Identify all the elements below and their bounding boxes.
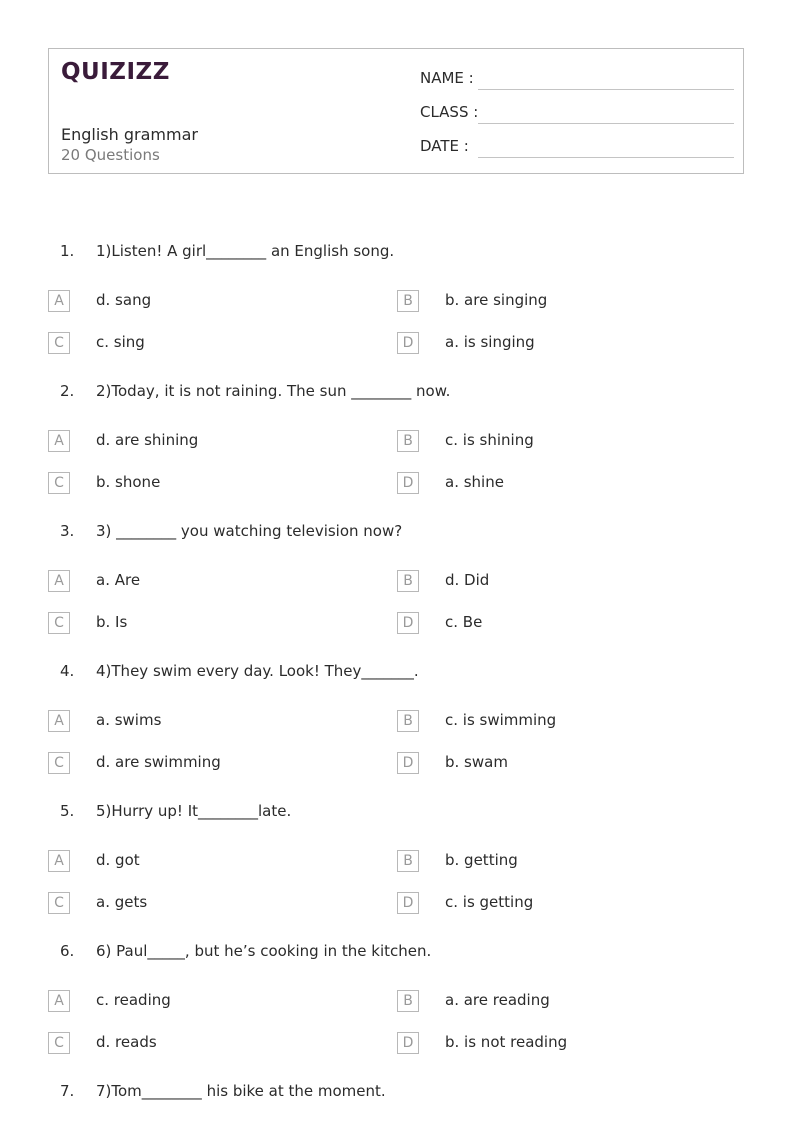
answer-option-d[interactable] bbox=[397, 472, 697, 496]
option-letter-box: A bbox=[48, 710, 70, 732]
option-letter-box: B bbox=[397, 430, 419, 452]
option-letter-box: D bbox=[397, 612, 419, 634]
option-text: c. Be bbox=[445, 613, 483, 631]
answer-option-a[interactable] bbox=[48, 850, 348, 874]
option-letter-box: B bbox=[397, 850, 419, 872]
question-number: 1. bbox=[60, 242, 75, 260]
quizizz-logo: QUIZIZZ bbox=[61, 59, 170, 85]
option-text: a. swims bbox=[96, 711, 162, 729]
option-letter-box: C bbox=[48, 612, 70, 634]
answer-option-a[interactable] bbox=[48, 290, 348, 314]
option-letter-box: B bbox=[397, 570, 419, 592]
answer-option-d[interactable] bbox=[397, 892, 697, 916]
answer-option-c[interactable] bbox=[48, 332, 348, 356]
question-number: 5. bbox=[60, 802, 75, 820]
date-label: DATE : bbox=[420, 137, 469, 155]
answer-option-d[interactable] bbox=[397, 612, 697, 636]
option-text: b. are singing bbox=[445, 291, 548, 309]
answer-option-a[interactable] bbox=[48, 710, 348, 734]
date-line bbox=[478, 157, 734, 158]
answer-option-b[interactable] bbox=[397, 990, 697, 1014]
option-letter-box: D bbox=[397, 892, 419, 914]
option-text: d. are swimming bbox=[96, 753, 221, 771]
option-text: a. shine bbox=[445, 473, 504, 491]
question-number: 7. bbox=[60, 1082, 75, 1100]
answer-option-b[interactable] bbox=[397, 430, 697, 454]
worksheet-header bbox=[48, 48, 744, 174]
option-text: a. is singing bbox=[445, 333, 535, 351]
option-letter-box: B bbox=[397, 710, 419, 732]
option-text: b. shone bbox=[96, 473, 161, 491]
option-text: b. is not reading bbox=[445, 1033, 568, 1051]
question-number: 2. bbox=[60, 382, 75, 400]
option-letter-box: C bbox=[48, 472, 70, 494]
answer-option-b[interactable] bbox=[397, 710, 697, 734]
question-number: 3. bbox=[60, 522, 75, 540]
option-letter-box: A bbox=[48, 290, 70, 312]
option-letter-box: A bbox=[48, 570, 70, 592]
option-text: b. getting bbox=[445, 851, 518, 869]
option-text: a. Are bbox=[96, 571, 141, 589]
option-letter-box: D bbox=[397, 472, 419, 494]
option-letter-box: C bbox=[48, 1032, 70, 1054]
question-text: 2)Today, it is not raining. The sun ________ now. bbox=[96, 382, 451, 400]
answer-option-d[interactable] bbox=[397, 752, 697, 776]
answer-option-b[interactable] bbox=[397, 850, 697, 874]
option-text: b. swam bbox=[445, 753, 508, 771]
option-letter-box: D bbox=[397, 1032, 419, 1054]
question-number: 6. bbox=[60, 942, 75, 960]
option-text: c. is getting bbox=[445, 893, 534, 911]
question-text: 4)They swim every day. Look! They_______. bbox=[96, 662, 419, 680]
answer-option-d[interactable] bbox=[397, 332, 697, 356]
question-count: 20 Questions bbox=[61, 146, 160, 164]
option-letter-box: B bbox=[397, 990, 419, 1012]
option-text: d. got bbox=[96, 851, 140, 869]
option-letter-box: A bbox=[48, 850, 70, 872]
answer-option-c[interactable] bbox=[48, 472, 348, 496]
question-text: 1)Listen! A girl________ an English song. bbox=[96, 242, 395, 260]
option-text: b. Is bbox=[96, 613, 128, 631]
option-text: d. Did bbox=[445, 571, 490, 589]
option-letter-box: C bbox=[48, 892, 70, 914]
answer-option-b[interactable] bbox=[397, 290, 697, 314]
answer-option-c[interactable] bbox=[48, 612, 348, 636]
option-letter-box: B bbox=[397, 290, 419, 312]
option-text: d. reads bbox=[96, 1033, 157, 1051]
option-letter-box: A bbox=[48, 430, 70, 452]
answer-option-a[interactable] bbox=[48, 990, 348, 1014]
name-line bbox=[478, 89, 734, 90]
answer-option-c[interactable] bbox=[48, 1032, 348, 1056]
option-letter-box: D bbox=[397, 752, 419, 774]
answer-option-a[interactable] bbox=[48, 570, 348, 594]
option-text: a. are reading bbox=[445, 991, 550, 1009]
answer-option-a[interactable] bbox=[48, 430, 348, 454]
question-text: 6) Paul_____, but he’s cooking in the kitchen. bbox=[96, 942, 432, 960]
question-text: 5)Hurry up! It________late. bbox=[96, 802, 292, 820]
option-letter-box: D bbox=[397, 332, 419, 354]
answer-option-d[interactable] bbox=[397, 1032, 697, 1056]
answer-option-c[interactable] bbox=[48, 892, 348, 916]
option-text: c. sing bbox=[96, 333, 145, 351]
option-text: a. gets bbox=[96, 893, 148, 911]
option-letter-box: C bbox=[48, 752, 70, 774]
option-text: c. is swimming bbox=[445, 711, 557, 729]
question-number: 4. bbox=[60, 662, 75, 680]
option-text: d. are shining bbox=[96, 431, 199, 449]
answer-option-b[interactable] bbox=[397, 570, 697, 594]
option-text: c. reading bbox=[96, 991, 171, 1009]
option-letter-box: C bbox=[48, 332, 70, 354]
name-label: NAME : bbox=[420, 69, 474, 87]
answer-option-c[interactable] bbox=[48, 752, 348, 776]
worksheet-title: English grammar bbox=[61, 125, 198, 144]
option-text: c. is shining bbox=[445, 431, 534, 449]
class-label: CLASS : bbox=[420, 103, 479, 121]
option-text: d. sang bbox=[96, 291, 152, 309]
question-text: 7)Tom________ his bike at the moment. bbox=[96, 1082, 386, 1100]
option-letter-box: A bbox=[48, 990, 70, 1012]
class-line bbox=[478, 123, 734, 124]
question-text: 3) ________ you watching television now? bbox=[96, 522, 403, 540]
